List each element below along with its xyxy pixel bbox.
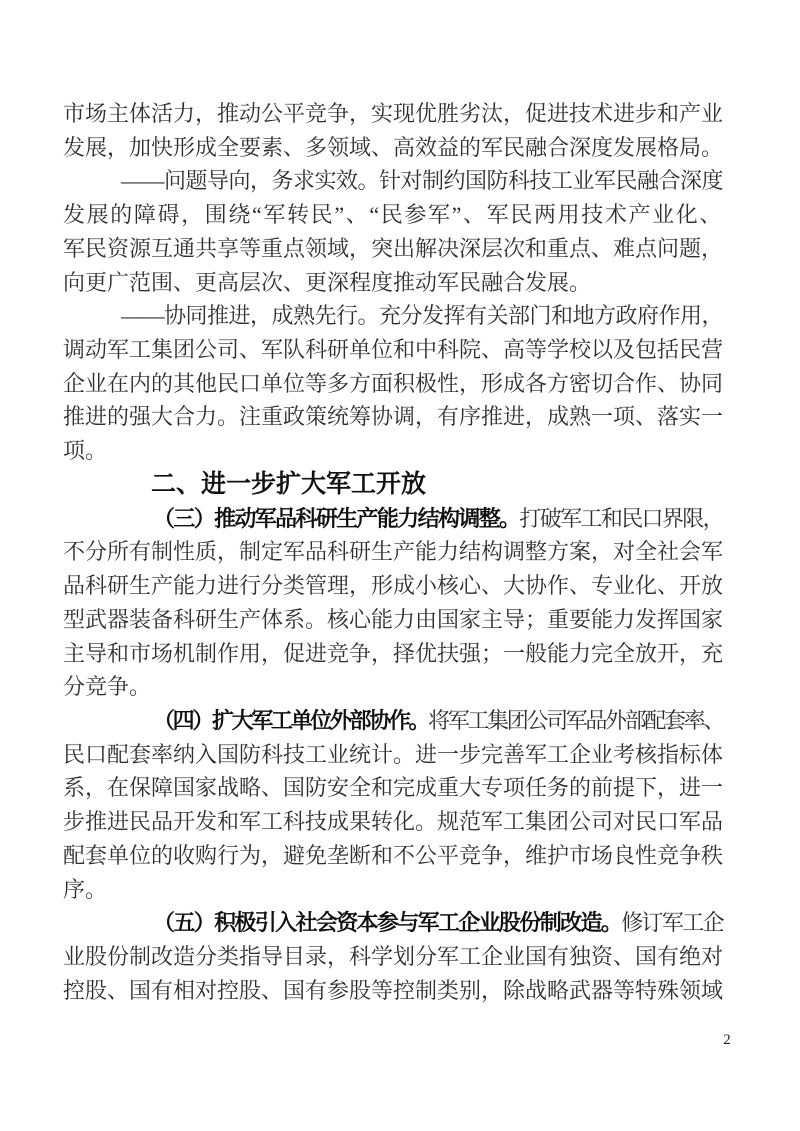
text-line xyxy=(63,637,723,671)
text-line xyxy=(63,468,723,502)
text-line-content xyxy=(63,569,723,603)
text-line-content xyxy=(63,637,723,671)
text-run: 推进的强大合力。注重政策统筹协调，有序推进，成熟一项、落实一 xyxy=(63,404,723,430)
text-line xyxy=(63,131,723,165)
text-line-content xyxy=(63,434,107,468)
text-run: 民口配套率纳入国防科技工业统计。进一步完善军工企业考核指标体 xyxy=(63,741,723,767)
text-run: 系，在保障国家战略、国防安全和完成重大专项任务的前提下，进一 xyxy=(63,775,723,801)
text-run: 项。 xyxy=(63,438,108,464)
text-line-content xyxy=(107,468,426,502)
text-line-content xyxy=(63,97,723,131)
text-line-content xyxy=(63,333,723,367)
text-line-content xyxy=(108,704,723,738)
text-line xyxy=(63,299,723,333)
text-run: 修订军工企 xyxy=(621,910,723,936)
text-line xyxy=(63,839,723,873)
text-line-content xyxy=(63,670,151,704)
text-line xyxy=(63,535,723,569)
text-line-content xyxy=(108,502,723,536)
text-line xyxy=(63,603,723,637)
text-line xyxy=(63,670,723,704)
text-line-content xyxy=(92,299,723,333)
text-line xyxy=(63,232,723,266)
text-line-content xyxy=(63,400,723,434)
text-line xyxy=(63,502,723,536)
text-run: 步推进民品开发和军工科技成果转化。规范军工集团公司对民口军品 xyxy=(63,809,723,835)
text-run: 配套单位的收购行为，避免垄断和不公平竞争，维护市场良性竞争秩 xyxy=(63,842,723,868)
text-line xyxy=(63,97,723,131)
text-run: ——协同推进，成熟先行。充分发挥有关部门和地方政府作用， xyxy=(121,303,723,329)
text-run: 分竞争。 xyxy=(63,674,152,700)
text-run: 将军工集团公司军品外部配套率、 xyxy=(428,707,723,733)
text-run: 序。 xyxy=(63,876,108,902)
text-line-content xyxy=(63,131,723,165)
text-line xyxy=(63,164,723,198)
text-line xyxy=(63,333,723,367)
text-run: 不分所有制性质，制定军品科研生产能力结构调整方案，对全社会军 xyxy=(63,539,723,565)
text-line-content xyxy=(63,940,723,974)
text-run-bold: （五）积极引入社会资本参与军工企业股份制改造。 xyxy=(153,910,622,936)
text-run: 市场主体活力，推动公平竞争，实现优胜劣汰，促进技术进步和产业 xyxy=(63,101,723,126)
text-line-content xyxy=(63,266,591,300)
text-run: 发展的障碍，围绕“军转民”、“民参军”、军民两用技术产业化、 xyxy=(63,202,723,228)
text-run: ——问题导向，务求实效。针对制约国防科技工业军民融合深度 xyxy=(121,168,723,194)
text-line xyxy=(63,738,723,772)
text-run-bold: （三）推动军品科研生产能力结构调整。 xyxy=(153,505,520,531)
text-line-content xyxy=(92,164,723,198)
text-line-content xyxy=(63,603,723,637)
text-line-content xyxy=(63,198,723,232)
text-run: 发展，加快形成全要素、多领域、高效益的军民融合深度发展格局。 xyxy=(63,134,723,160)
text-line-content xyxy=(63,805,723,839)
text-run: 主导和市场机制作用，促进竞争，择优扶强；一般能力完全放开，充 xyxy=(63,640,723,666)
text-line-content xyxy=(63,232,723,266)
text-line-content xyxy=(63,535,723,569)
text-line-content xyxy=(108,906,723,940)
text-run: 品科研生产能力进行分类管理，形成小核心、大协作、专业化、开放 xyxy=(63,573,723,599)
text-line-content xyxy=(63,771,723,805)
text-line-content xyxy=(63,738,723,772)
text-line xyxy=(63,198,723,232)
text-run-bold: （四）扩大军工单位外部协作。 xyxy=(153,707,429,733)
text-run: 向更广范围、更高层次、更深程度推动军民融合发展。 xyxy=(63,269,592,295)
text-line-content xyxy=(63,873,107,907)
text-line xyxy=(63,940,723,974)
text-line xyxy=(63,974,723,1008)
text-line xyxy=(63,805,723,839)
document-body xyxy=(63,97,723,1007)
text-line xyxy=(63,771,723,805)
text-run: 企业在内的其他民口单位等多方面积极性，形成各方密切合作、协同 xyxy=(63,370,723,396)
text-line-content xyxy=(63,974,723,1008)
text-line xyxy=(63,266,723,300)
text-line xyxy=(63,400,723,434)
text-run: 调动军工集团公司、军队科研单位和中科院、高等学校以及包括民营 xyxy=(63,337,723,363)
text-run: 打破军工和民口界限， xyxy=(519,505,723,531)
text-line-content xyxy=(63,367,723,401)
text-run-bold: 二、进一步扩大军工开放 xyxy=(151,469,427,498)
text-run: 型武器装备科研生产体系。核心能力由国家主导；重要能力发挥国家 xyxy=(63,606,723,632)
text-line xyxy=(63,873,723,907)
text-run: 控股、国有相对控股、国有参股等控制类别，除战略武器等特殊领域 xyxy=(63,977,723,1003)
text-line xyxy=(63,569,723,603)
text-line xyxy=(63,704,723,738)
text-run: 业股份制改造分类指导目录，科学划分军工企业国有独资、国有绝对 xyxy=(63,943,723,969)
text-line xyxy=(63,367,723,401)
page-number: 2 xyxy=(723,1032,731,1048)
text-run: 军民资源互通共享等重点领域，突出解决深层次和重点、难点问题， xyxy=(63,235,723,261)
text-line xyxy=(63,906,723,940)
text-line xyxy=(63,434,723,468)
text-line-content xyxy=(63,839,723,873)
